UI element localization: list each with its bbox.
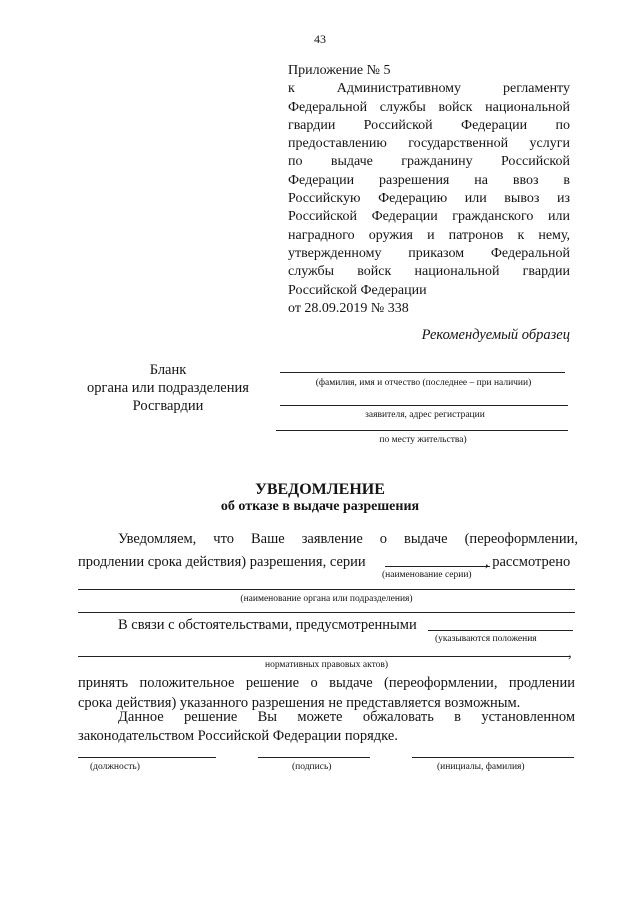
- applicant-residence-line[interactable]: [276, 430, 568, 431]
- body-p1-line2: продлении срока действия) разрешения, серии: [78, 554, 366, 570]
- body-p2-line2: принять положительное решение о выдаче (переоформлении, продлении: [78, 675, 575, 691]
- series-caption: (наименование серии): [382, 570, 472, 580]
- notice-subtitle: об отказе в выдаче разрешения: [220, 499, 420, 514]
- applicant-address-caption: заявителя, адрес регистрации: [365, 410, 485, 420]
- body-p3-line2: законодательством Российской Федерации порядке.: [78, 728, 398, 744]
- letterhead-placeholder: [78, 361, 258, 415]
- appendix-date: от 28.09.2019 № 338: [288, 300, 409, 316]
- letterhead-line: Бланк: [149, 362, 187, 378]
- appendix-line: Российской Федерации: [288, 282, 427, 298]
- applicant-address-line[interactable]: [280, 405, 568, 406]
- appendix-line: Российской Федерации гражданского или: [288, 209, 570, 225]
- series-field-line[interactable]: [385, 566, 490, 567]
- appendix-line: Российскую Федерацию или вывоз из: [288, 191, 570, 207]
- applicant-residence-caption: по месту жительства): [379, 435, 467, 445]
- acts-caption: нормативных правовых актов): [264, 660, 389, 670]
- provisions-caption: (указываются положения: [435, 634, 537, 644]
- appendix-line: предоставлению государственной услуги: [288, 136, 570, 152]
- appendix-line: к Административному регламенту: [288, 81, 570, 97]
- appendix-line: Федеральной службы войск национальной: [288, 99, 570, 115]
- initials-caption: (инициалы, фамилия): [437, 762, 525, 772]
- position-field-line[interactable]: [78, 757, 216, 758]
- appendix-line: службы войск национальной гвардии: [288, 264, 570, 280]
- separator-line: [78, 612, 575, 613]
- acts-comma: ,: [568, 645, 572, 661]
- appendix-line: утвержденному приказом Федеральной: [288, 245, 570, 261]
- provisions-field-line[interactable]: [428, 630, 573, 631]
- sample-label: Рекомендуемый образец: [421, 327, 570, 343]
- organ-caption: (наименование органа или подразделения): [240, 594, 413, 604]
- applicant-name-caption: (фамилия, имя и отчество (последнее – при наличии): [315, 378, 532, 388]
- appendix-title: Приложение № 5: [288, 63, 391, 78]
- signature-field-line[interactable]: [258, 757, 370, 758]
- appendix-line: гвардии Российской Федерации по: [288, 117, 570, 133]
- signature-caption: (подпись): [292, 762, 332, 772]
- applicant-name-line[interactable]: [280, 372, 565, 373]
- appendix-line: наградного оружия и патронов к нему,: [288, 227, 570, 243]
- body-p3-line1: Данное решение Вы можете обжаловать в установленном: [118, 709, 575, 725]
- page-number: 43: [314, 32, 326, 46]
- letterhead-line: Росгвардии: [132, 398, 204, 414]
- body-p2-line1: В связи с обстоятельствами, предусмотренными: [118, 617, 417, 633]
- appendix-line: по выдаче гражданину Российской: [288, 154, 570, 170]
- organ-field-line[interactable]: [78, 589, 575, 590]
- position-caption: (должность): [90, 762, 140, 772]
- acts-field-line[interactable]: [78, 656, 570, 657]
- appendix-block: [288, 62, 570, 318]
- body-p1-line2-end: , рассмотрено: [485, 554, 571, 570]
- body-p1-line1: Уведомляем, что Ваше заявление о выдаче (переоформлении,: [118, 531, 578, 547]
- appendix-line: Федерации разрешения на ввоз в: [288, 172, 570, 188]
- notice-title: УВЕДОМЛЕНИЕ: [255, 481, 385, 498]
- body-p2-line3: срока действия) указанного разрешения не представляется возможным.: [78, 695, 521, 711]
- initials-field-line[interactable]: [412, 757, 574, 758]
- letterhead-line: органа или подразделения: [87, 380, 249, 396]
